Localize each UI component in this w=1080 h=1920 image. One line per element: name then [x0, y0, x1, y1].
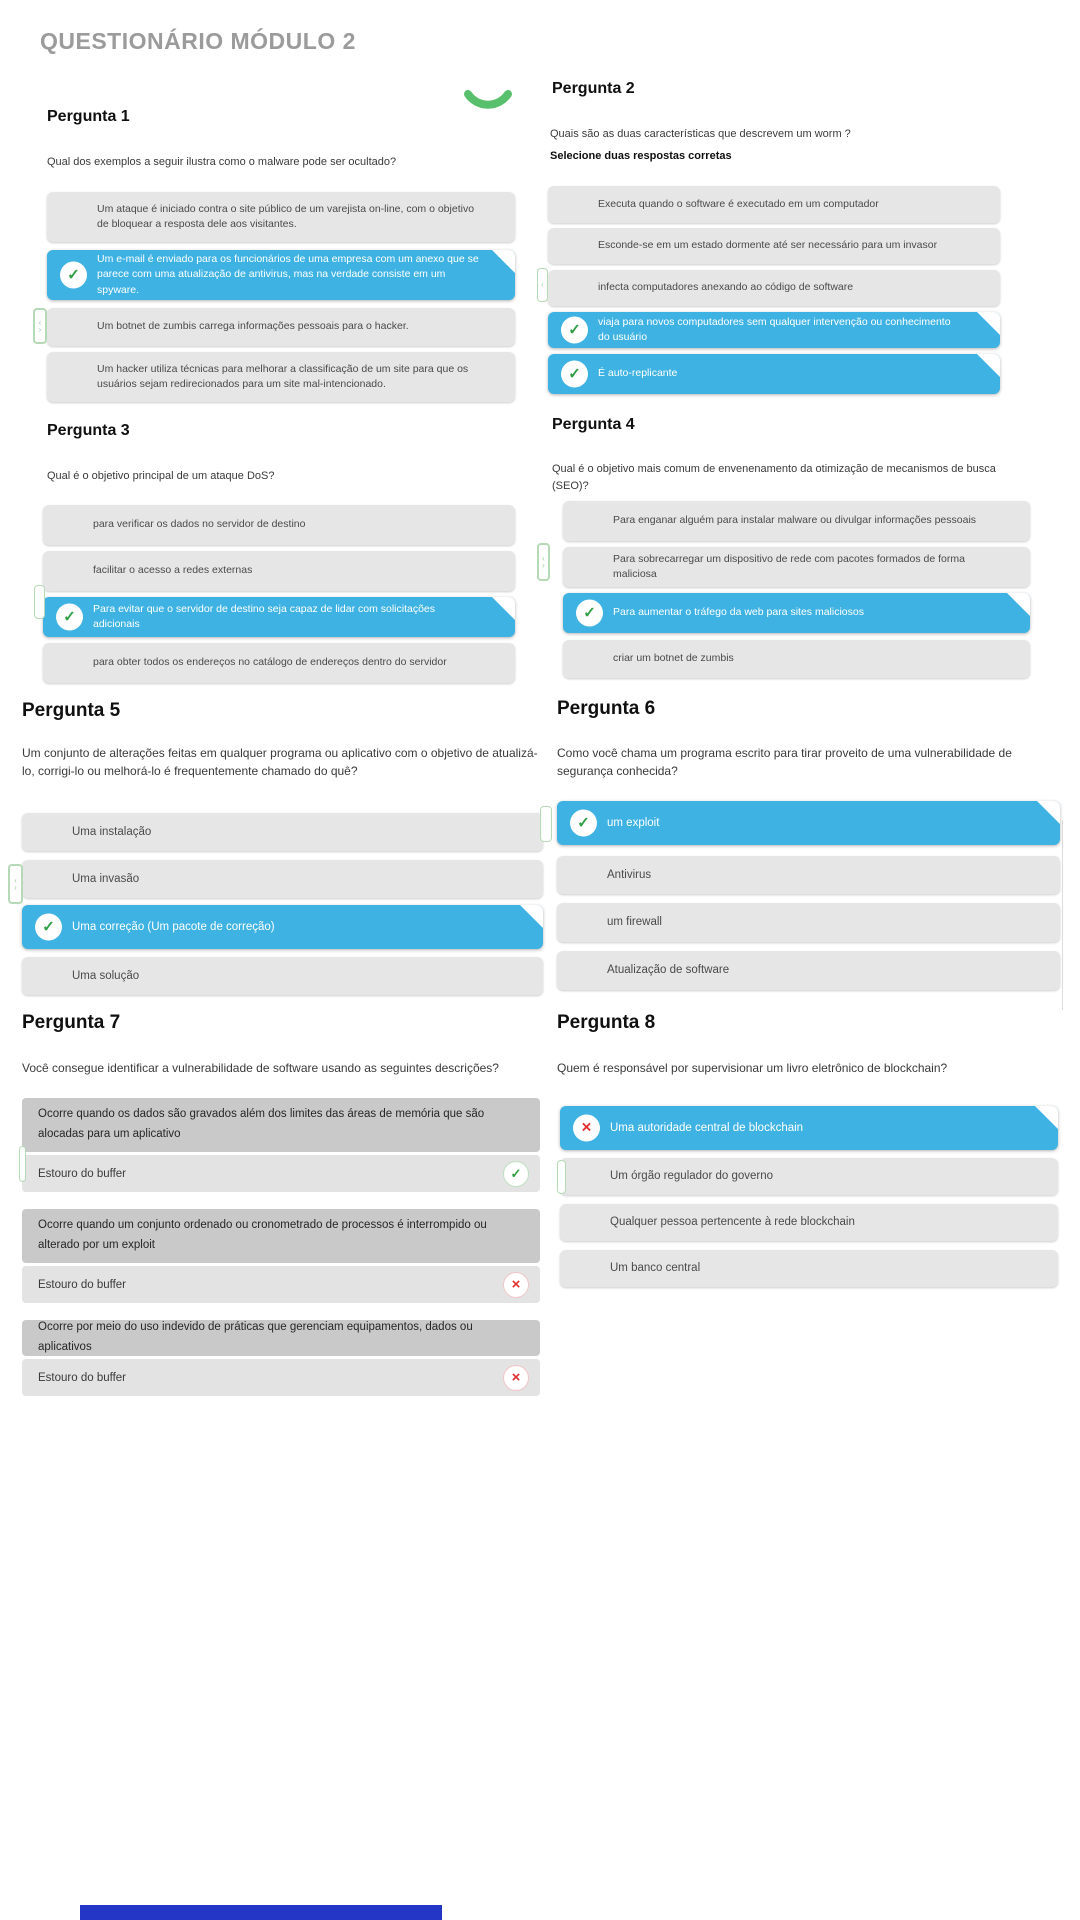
- folded-corner: [977, 354, 1000, 377]
- correct-check-icon: ✓: [60, 262, 87, 289]
- option-label: um exploit: [607, 816, 660, 829]
- answer-option[interactable]: [557, 951, 1060, 990]
- correct-check-icon: ✓: [35, 914, 62, 941]
- correct-check-icon: ✓: [576, 600, 603, 627]
- option-label: para obter todos os endereços no catálogo de endereços dentro do servidor: [93, 656, 447, 669]
- answer-option-selected[interactable]: [22, 905, 543, 949]
- option-label: viaja para novos computadores sem qualquer intervenção ou conhecimento do usuário: [598, 315, 951, 343]
- answer-option[interactable]: [557, 856, 1060, 894]
- option-label: Para enganar alguém para instalar malware ou divulgar informações pessoais: [613, 514, 977, 527]
- annotation-bracket: [19, 1146, 26, 1182]
- annotation-bracket: [540, 806, 552, 842]
- folded-corner: [492, 250, 515, 273]
- progress-arc-icon: [462, 88, 514, 114]
- answer-option[interactable]: [548, 228, 1000, 264]
- option-label: Para aumentar o tráfego da web para sites maliciosos: [613, 606, 864, 619]
- folded-corner: [1035, 1106, 1058, 1129]
- match-description-label: Ocorre quando os dados são gravados além dos limites das áreas de memória que são alocadas para um aplicativo: [38, 1108, 485, 1140]
- match-answer-label: Estouro do buffer: [38, 1278, 127, 1291]
- question-text: Quais são as duas características que descrevem um worm ?: [550, 128, 851, 140]
- match-description: [22, 1209, 540, 1263]
- option-label: Um e-mail é enviado para os funcionários de uma empresa com um anexo que se parece com uma atualização de antivirus, mas na verdade consiste em um spyware.: [97, 253, 479, 296]
- annotation-bracket: ‹ ›: [537, 543, 550, 581]
- option-label: Um órgão regulador do governo: [610, 1170, 774, 1183]
- answer-option[interactable]: [47, 352, 515, 402]
- answer-option-selected[interactable]: [548, 354, 1000, 394]
- match-description-label: Ocorre quando um conjunto ordenado ou cronometrado de processos é interrompido ou alterado por um exploit: [38, 1219, 487, 1251]
- answer-option[interactable]: [548, 186, 1000, 223]
- option-label: Uma solução: [72, 969, 140, 982]
- question-title: Pergunta 1: [47, 108, 130, 125]
- option-label: Para evitar que o servidor de destino seja capaz de lidar com solicitações adicionais: [93, 602, 436, 630]
- question-title: Pergunta 6: [557, 698, 656, 719]
- correct-check-icon: ✓: [56, 604, 83, 631]
- option-label: Uma correção (Um pacote de correção): [72, 920, 275, 933]
- option-label: para verificar os dados no servidor de destino: [93, 518, 306, 531]
- annotation-bracket: ‹: [537, 268, 548, 302]
- bottom-blue-bar: [80, 1905, 442, 1920]
- page-title: QUESTIONÁRIO MÓDULO 2: [40, 28, 356, 54]
- answer-option[interactable]: [43, 643, 515, 683]
- correct-check-icon: ✓: [561, 317, 588, 344]
- answer-option[interactable]: [22, 860, 543, 898]
- match-answer-row[interactable]: [22, 1266, 540, 1303]
- question-title: Pergunta 7: [22, 1012, 121, 1033]
- match-wrong-icon: ×: [503, 1272, 529, 1298]
- folded-corner: [1037, 801, 1060, 824]
- match-answer-label: Estouro do buffer: [38, 1371, 127, 1384]
- option-label: facilitar o acesso a redes externas: [93, 564, 253, 577]
- option-label: Um hacker utiliza técnicas para melhorar a classificação de um site para que os usuários sejam redirecionados para um site mal-intencionado.: [97, 362, 469, 390]
- question-text: Um conjunto de alterações feitas em qualquer programa ou aplicativo com o objetivo de atualizá-lo, corrigi-lo ou melhorá-lo é frequentemente chamado do quê?: [22, 746, 538, 778]
- option-label: Para sobrecarregar um dispositivo de rede com pacotes formados de forma maliciosa: [613, 552, 965, 580]
- answer-option[interactable]: [47, 192, 515, 242]
- question-instruction: Selecione duas respostas corretas: [550, 150, 732, 162]
- answer-option[interactable]: [563, 501, 1030, 541]
- match-description-label: Ocorre por meio do uso indevido de práticas que gerenciam equipamentos, dados ou aplicativos: [38, 1321, 473, 1353]
- folded-corner: [520, 905, 543, 928]
- question-text: Quem é responsável por supervisionar um livro eletrônico de blockchain?: [557, 1061, 948, 1075]
- question-text: Qual dos exemplos a seguir ilustra como o malware pode ser ocultado?: [47, 156, 397, 168]
- correct-check-icon: ✓: [561, 361, 588, 388]
- answer-option-selected[interactable]: [563, 593, 1030, 633]
- folded-corner: [492, 597, 515, 620]
- answer-option[interactable]: [563, 547, 1030, 587]
- folded-corner: [977, 312, 1000, 335]
- option-label: Uma autoridade central de blockchain: [610, 1121, 804, 1134]
- option-label: Executa quando o software é executado em um computador: [598, 197, 879, 210]
- annotation-bracket: [557, 1160, 566, 1194]
- answer-option[interactable]: [563, 640, 1030, 678]
- question-text: Qual é o objetivo mais comum de envenenamento da otimização de mecanismos de busca (SEO)?: [552, 463, 996, 492]
- match-answer-row[interactable]: [22, 1155, 540, 1192]
- question-title: Pergunta 2: [552, 80, 635, 97]
- annotation-bracket: ‹ ›: [33, 308, 47, 344]
- option-label: Um botnet de zumbis carrega informações pessoais para o hacker.: [97, 320, 409, 333]
- answer-option[interactable]: [43, 551, 515, 591]
- card-edge-line: [1062, 820, 1063, 1010]
- wrong-cross-icon: ×: [573, 1115, 600, 1142]
- question-title: Pergunta 8: [557, 1012, 656, 1033]
- option-label: Qualquer pessoa pertencente à rede blockchain: [610, 1216, 855, 1229]
- annotation-bracket: ‹ ›: [8, 864, 23, 904]
- match-answer-label: Estouro do buffer: [38, 1167, 127, 1180]
- option-label: É auto-replicante: [598, 367, 678, 380]
- question-text: Qual é o objetivo principal de um ataque DoS?: [47, 470, 275, 482]
- answer-option[interactable]: [560, 1250, 1058, 1287]
- option-label: um firewall: [607, 916, 662, 929]
- answer-option-selected[interactable]: [557, 801, 1060, 845]
- match-correct-icon: ✓: [503, 1161, 529, 1187]
- answer-option[interactable]: [560, 1204, 1058, 1241]
- answer-option[interactable]: [548, 270, 1000, 306]
- question-text: Como você chama um programa escrito para tirar proveito de uma vulnerabilidade de segurança conhecida?: [557, 746, 1012, 778]
- option-label: Um ataque é iniciado contra o site público de um varejista on-line, com o objetivo de bloquear a resposta dele aos visitantes.: [97, 202, 475, 230]
- correct-check-icon: ✓: [570, 810, 597, 837]
- option-label: Atualização de software: [607, 964, 730, 977]
- folded-corner: [1007, 593, 1030, 616]
- option-label: infecta computadores anexando ao código de software: [598, 281, 854, 294]
- question-title: Pergunta 5: [22, 700, 121, 721]
- match-description: [22, 1320, 540, 1356]
- question-text: Você consegue identificar a vulnerabilidade de software usando as seguintes descrições?: [22, 1061, 499, 1075]
- answer-option[interactable]: [22, 813, 543, 851]
- option-label: Esconde-se em um estado dormente até ser necessário para um invasor: [598, 239, 938, 252]
- answer-option-selected[interactable]: [43, 597, 515, 637]
- option-label: criar um botnet de zumbis: [613, 652, 734, 665]
- answer-option[interactable]: [43, 505, 515, 545]
- answer-option[interactable]: [560, 1158, 1058, 1195]
- question-title: Pergunta 3: [47, 422, 130, 439]
- answer-option[interactable]: [47, 308, 515, 346]
- option-label: Uma invasão: [72, 872, 140, 885]
- match-answer-row[interactable]: [22, 1359, 540, 1396]
- option-label: Um banco central: [610, 1262, 701, 1275]
- annotation-bracket: [34, 585, 45, 619]
- match-description: [22, 1098, 540, 1152]
- answer-option[interactable]: [22, 957, 543, 995]
- option-label: Uma instalação: [72, 825, 152, 838]
- answer-option-selected[interactable]: [548, 312, 1000, 348]
- question-title: Pergunta 4: [552, 416, 635, 433]
- answer-option-selected-wrong[interactable]: [560, 1106, 1058, 1150]
- answer-option[interactable]: [557, 903, 1060, 942]
- match-wrong-icon: ×: [503, 1365, 529, 1391]
- option-label: Antivirus: [607, 868, 652, 881]
- answer-option-selected[interactable]: [47, 250, 515, 300]
